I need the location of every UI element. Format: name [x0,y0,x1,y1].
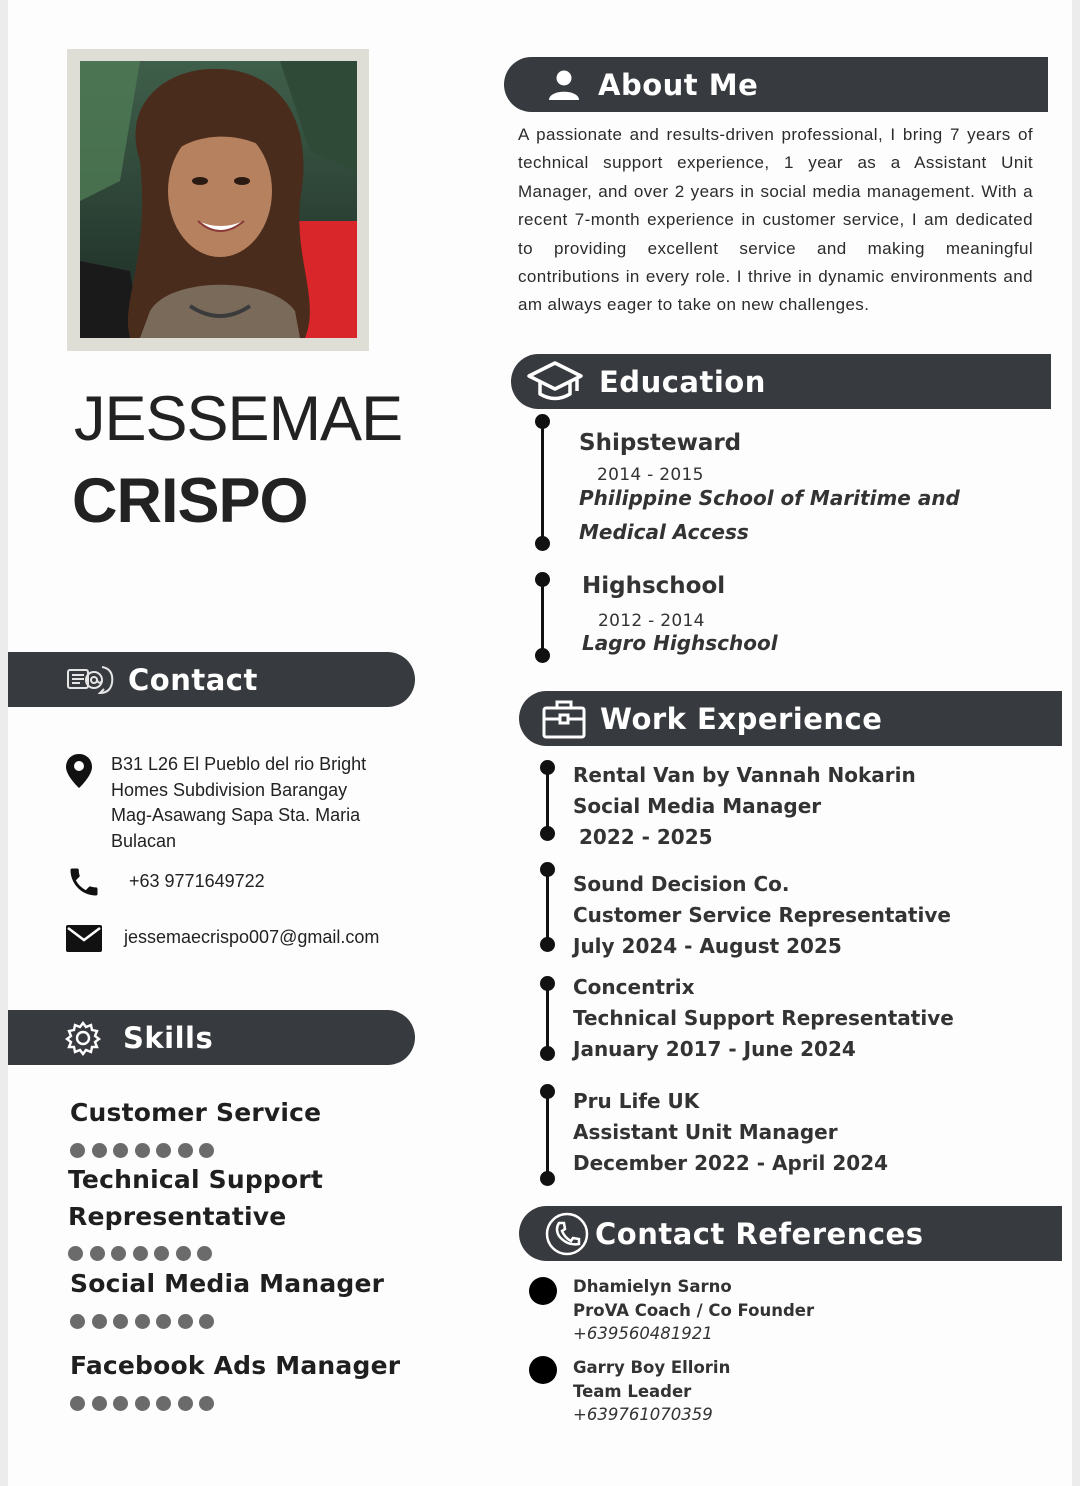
work-company: Concentrix [573,975,695,999]
education-header [511,354,1051,409]
rating-dot [176,1246,191,1261]
mail-icon [66,925,102,952]
briefcase-icon [542,699,586,739]
email: jessemaecrispo007@gmail.com [124,927,380,947]
about-header [504,57,1048,112]
timeline-dot [540,862,555,877]
education-title: Education [599,364,766,399]
phone-number: +63 9771649722 [129,871,265,891]
phone-icon [66,864,102,900]
phone-circle-icon [545,1212,589,1256]
rating-dot [154,1246,169,1261]
work-company: Sound Decision Co. [573,872,790,896]
education-item-school [579,481,960,549]
rating-dot [156,1396,171,1411]
skill-name-line: Representative [68,1202,287,1231]
skill-rating [70,1314,214,1329]
skill-name: Customer Service [70,1098,322,1127]
work-role: Social Media Manager [573,794,822,818]
work-period: December 2022 - April 2024 [573,1151,889,1175]
timeline-dot [540,826,555,841]
reference-bullet [529,1356,557,1384]
rating-dot [135,1396,150,1411]
reference-name: Dhamielyn Sarno [573,1277,732,1296]
rating-dot [92,1396,107,1411]
rating-dot [135,1314,150,1329]
address-line: Bulacan [111,830,177,851]
work-title: Work Experience [600,701,883,736]
rating-dot [113,1396,128,1411]
reference-role: ProVA Coach / Co Founder [573,1300,815,1320]
first-name: JESSEMAE [74,384,403,454]
contact-icon [66,663,114,697]
skill-rating [70,1396,214,1411]
profile-photo [80,61,357,338]
address-line: Mag-Asawang Sapa Sta. Maria [111,805,361,825]
timeline-line [546,1091,549,1178]
timeline-line [541,421,544,543]
rating-dot [199,1396,214,1411]
skills-title: Skills [123,1020,214,1055]
reference-item [573,1356,730,1427]
reference-name: Garry Boy Ellorin [573,1358,731,1377]
rating-dot [70,1143,85,1158]
rating-dot [178,1314,193,1329]
resume-page [8,0,1072,1486]
rating-dot [92,1143,107,1158]
work-header [519,691,1062,746]
education-item-years: 2012 - 2014 [598,611,705,631]
rating-dot [113,1314,128,1329]
address [111,752,401,854]
timeline-dot [540,976,555,991]
rating-dot [199,1314,214,1329]
rating-dot [111,1246,126,1261]
address-line: B31 L26 El Pueblo del rio Bright [111,754,367,774]
skills-header [8,1010,415,1065]
timeline-dot [540,1084,555,1099]
rating-dot [199,1143,214,1158]
timeline-dot [540,937,555,952]
timeline-dot [535,648,550,663]
rating-dot [133,1246,148,1261]
about-title: About Me [598,67,759,102]
location-pin-icon [66,754,92,788]
person-icon [548,69,580,101]
work-company: Rental Van by Vannah Nokarin [573,763,916,787]
school-line: Medical Access [579,520,749,544]
rating-dot [70,1314,85,1329]
references-title: Contact References [595,1216,924,1251]
rating-dot [70,1396,85,1411]
work-role: Technical Support Representative [573,1006,954,1030]
about-text: A passionate and results-driven professional, I bring 7 years of technical support experience, 1 year as a Assistant Unit Manager, and over 2 years in social media management. With a recent 7-month experience in customer service, I am dedicated to providing excellent service and making meaningful contributions in every role. I thrive in dynamic environments and am always eager to take on new challenges. [518,125,1033,315]
contact-header [8,652,415,707]
timeline-line [546,767,549,834]
address-line: Homes Subdivision Barangay [111,779,348,800]
education-item-title: Shipsteward [579,430,742,456]
timeline-dot [540,1046,555,1061]
skill-rating [70,1143,214,1158]
rating-dot [68,1246,83,1261]
education-item-title: Highschool [582,573,726,599]
timeline-line [546,983,549,1054]
rating-dot [178,1143,193,1158]
work-role: Assistant Unit Manager [573,1120,838,1144]
rating-dot [92,1314,107,1329]
contact-title: Contact [128,662,258,697]
rating-dot [178,1396,193,1411]
reference-bullet [529,1277,557,1305]
timeline-dot [540,1171,555,1186]
rating-dot [156,1143,171,1158]
skill-name: Facebook Ads Manager [70,1351,401,1380]
school-line: Philippine School of Maritime and [579,486,960,510]
reference-item [573,1275,814,1346]
gear-icon [65,1020,101,1056]
education-item-years: 2014 - 2015 [597,465,704,485]
graduation-cap-icon [527,359,583,405]
rating-dot [113,1143,128,1158]
timeline-dot [535,572,550,587]
work-company: Pru Life UK [573,1089,700,1113]
timeline-dot [540,760,555,775]
rating-dot [90,1246,105,1261]
timeline-dot [535,414,550,429]
skill-rating [68,1246,212,1261]
reference-role: Team Leader [573,1381,692,1401]
work-period: January 2017 - June 2024 [573,1037,856,1061]
work-role: Customer Service Representative [573,903,951,927]
reference-phone: +639560481921 [573,1324,713,1343]
skill-name-line: Technical Support [68,1165,324,1194]
skill-name [68,1161,323,1235]
timeline-line [546,869,549,945]
references-header [519,1206,1062,1261]
education-item-school: Lagro Highschool [582,631,778,655]
work-period: 2022 - 2025 [579,825,713,849]
last-name: CRISPO [72,466,308,536]
work-period: July 2024 - August 2025 [573,934,842,958]
skill-name: Social Media Manager [70,1269,385,1298]
rating-dot [156,1314,171,1329]
rating-dot [135,1143,150,1158]
timeline-line [541,579,544,655]
timeline-dot [535,536,550,551]
reference-phone: +639761070359 [573,1405,713,1424]
rating-dot [197,1246,212,1261]
profile-photo-frame [67,49,369,351]
